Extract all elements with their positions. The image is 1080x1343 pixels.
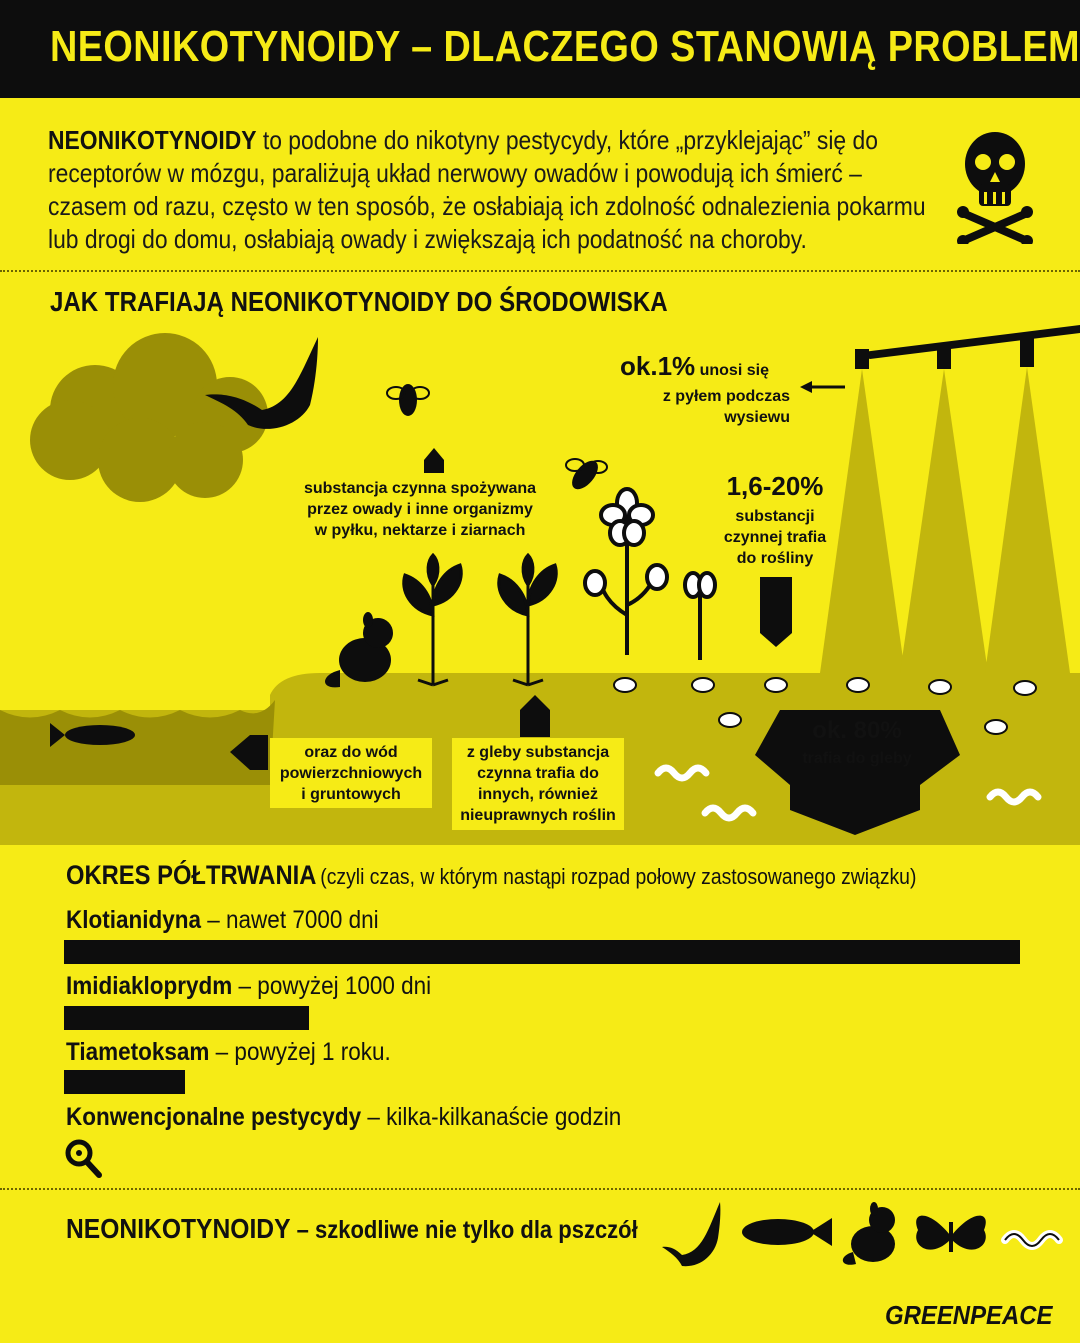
- water-box: oraz do wód powierzchniowych i gruntowych: [270, 738, 432, 808]
- cloud: [30, 333, 268, 502]
- worm-icon: [1005, 1234, 1059, 1246]
- plants-value: 1,6-20%: [726, 471, 824, 501]
- divider: [0, 270, 1080, 272]
- half-life-bar: [64, 1070, 185, 1094]
- bee-icon: [566, 456, 607, 494]
- half-life-bar: [64, 1006, 309, 1030]
- hamster-icon: [843, 1202, 895, 1265]
- eaten-line3: w pyłku, nektarze i ziarnach: [314, 522, 526, 539]
- arrow-up: [424, 448, 444, 473]
- soil-value: ok. 80%: [812, 717, 902, 744]
- eaten-line2: przez owady i inne organizmy: [307, 501, 533, 518]
- fish-icon: [742, 1218, 832, 1246]
- intro-text: to podobne do nikotyny pestycydy, które „przyklejając” się do receptorów w mózgu, paraliżują układ nerwowy owadów i powodują ich śmierć – czasem od razu, często w ten sposób, że osłabiają ich zdolność odnalezienia pokarmu lub drogi do domu, osłabiają owady i zwiększają ich podatność na choroby.: [48, 125, 926, 254]
- other-plants-box: z gleby substancja czynna trafia do innych, również nieuprawnych roślin: [452, 738, 624, 830]
- spray-cones: [820, 367, 1070, 673]
- seeder-machine: [855, 325, 1080, 369]
- greenpeace-logo: GREENPEACE: [885, 1300, 1053, 1330]
- flower-icon: [685, 573, 715, 660]
- plants-line3: do rośliny: [736, 550, 814, 567]
- magnifier-icon: [64, 1138, 104, 1180]
- intro-paragraph: [48, 124, 937, 256]
- butterfly-icon: [916, 1216, 986, 1252]
- flower-icon: [585, 489, 667, 655]
- page-title: NEONIKOTYNOIDY – DLACZEGO STANOWIĄ PROBLEM: [50, 22, 1080, 71]
- footer-tagline: NEONIKOTYNOIDY – szkodliwe nie tylko dla pszczół: [66, 1213, 638, 1244]
- sprout-icon: [499, 555, 557, 685]
- dust-label-2: z pyłem podczas: [662, 388, 790, 405]
- skull-crossbones-icon: [955, 128, 1035, 244]
- half-life-item: Tiametoksam – powyżej 1 roku.: [66, 1038, 391, 1066]
- plants-line1: substancji: [735, 508, 815, 525]
- half-life-bar: [64, 940, 1020, 964]
- environment-title: JAK TRAFIAJĄ NEONIKOTYNOIDY DO ŚRODOWISKA: [50, 286, 668, 317]
- swallow-icon: [662, 1202, 720, 1266]
- eaten-line1: substancja czynna spożywana: [303, 480, 537, 497]
- half-life-item: Konwencjonalne pestycydy – kilka-kilkanaście godzin: [66, 1103, 622, 1131]
- plants-line2: czynnej trafia: [723, 529, 827, 546]
- dust-label-3: wysiewu: [724, 409, 790, 426]
- half-life-item: Klotianidyna – nawet 7000 dni: [66, 906, 379, 934]
- header-banner: [0, 0, 1080, 98]
- divider: [0, 1188, 1080, 1190]
- soil-text: trafia do gleby: [802, 750, 912, 767]
- half-life-item: Imidiakloprydm – powyżej 1000 dni: [66, 972, 432, 1000]
- intro-lead: NEONIKOTYNOIDY: [48, 125, 257, 155]
- arrow-down: [760, 577, 792, 647]
- dust-label: ok.1% unosi się: [620, 351, 769, 381]
- sprout-icon: [404, 555, 462, 685]
- bee-icon: [387, 384, 429, 416]
- half-life-heading: OKRES PÓŁTRWANIA (czyli czas, w którym nastąpi rozpad połowy zastosowanego związku): [66, 860, 917, 890]
- footer-animals: [660, 1200, 1080, 1270]
